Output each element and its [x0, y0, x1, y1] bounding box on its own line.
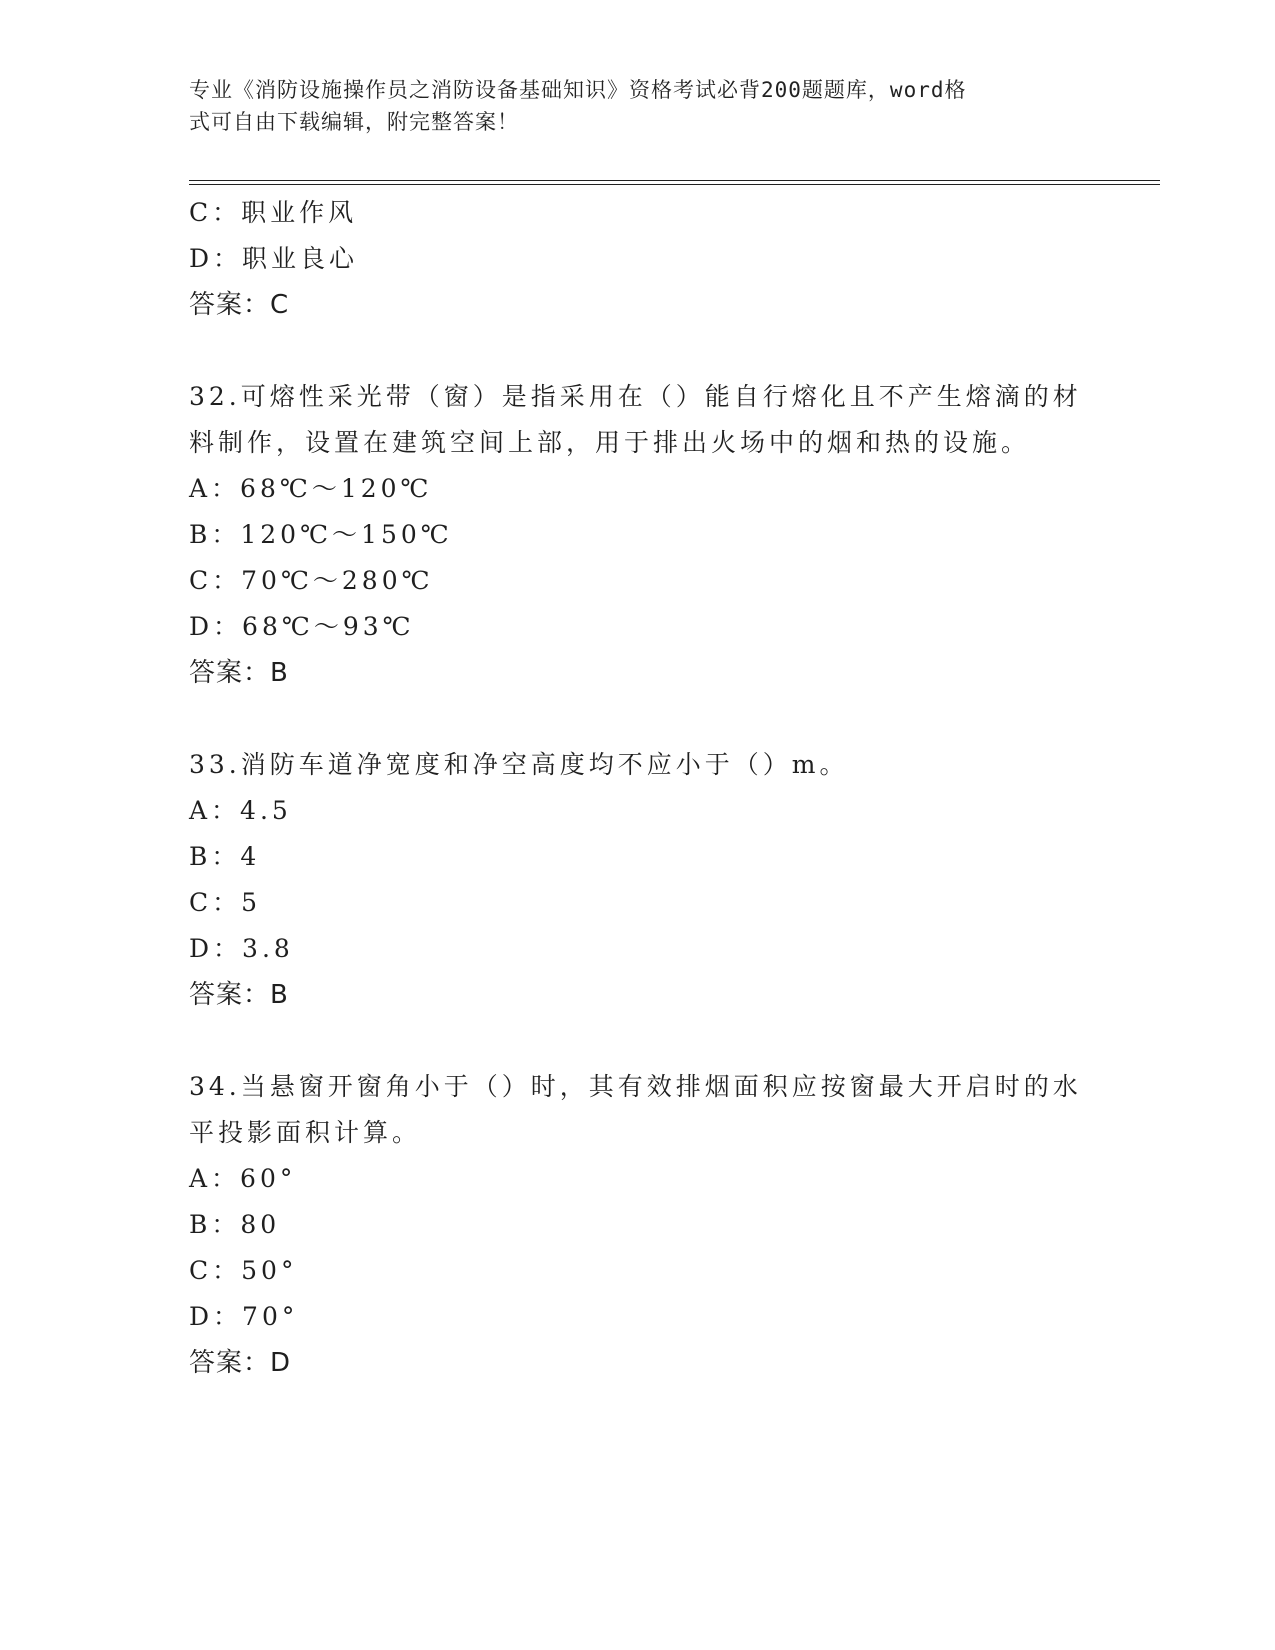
question-text-line-1: 33.消防车道净宽度和净空高度均不应小于（）m。 — [189, 750, 849, 779]
option-d: D：68℃～93℃ — [189, 612, 415, 641]
question-text-line-2: 料制作，设置在建筑空间上部，用于排出火场中的烟和热的设施。 — [189, 428, 1031, 457]
question-text-line-2: 平投影面积计算。 — [189, 1118, 422, 1147]
option-d: D：职业良心 — [189, 244, 359, 273]
answer: 答案：B — [189, 658, 289, 688]
question-text-line-1: 34.当悬窗开窗角小于（）时，其有效排烟面积应按窗最大开启时的水 — [189, 1072, 1082, 1101]
question-list — [189, 190, 1089, 1386]
header-line-2: 式可自由下载编辑，附完整答案！ — [189, 110, 519, 134]
option-a: A：60° — [189, 1164, 297, 1193]
option-a: A：68℃～120℃ — [189, 474, 433, 503]
spacer — [189, 1018, 1089, 1064]
spacer — [189, 696, 1089, 742]
question-34 — [189, 1064, 1089, 1386]
question-33 — [189, 742, 1089, 1018]
option-b: B：4 — [189, 842, 261, 871]
option-b: B：80 — [189, 1210, 281, 1239]
header-rule-bottom — [189, 184, 1160, 185]
answer: 答案：D — [189, 1348, 292, 1378]
spacer — [189, 328, 1089, 374]
question-text-line-1: 32.可熔性采光带（窗）是指采用在（）能自行熔化且不产生熔滴的材 — [189, 382, 1082, 411]
header-line-1: 专业《消防设施操作员之消防设备基础知识》资格考试必背200题题库，word格 — [189, 78, 967, 102]
option-d: D：70° — [189, 1302, 299, 1331]
option-b: B：120℃～150℃ — [189, 520, 453, 549]
option-d: D：3.8 — [189, 934, 294, 963]
option-a: A：4.5 — [189, 796, 292, 825]
answer: 答案：B — [189, 980, 289, 1010]
page-header — [189, 74, 1079, 138]
option-c: C：70℃～280℃ — [189, 566, 434, 595]
answer: 答案：C — [189, 290, 290, 320]
option-c: C：5 — [189, 888, 262, 917]
question-31 — [189, 190, 1089, 328]
question-32 — [189, 374, 1089, 696]
option-c: C：职业作风 — [189, 198, 358, 227]
option-c: C：50° — [189, 1256, 298, 1285]
header-rule-top — [189, 180, 1160, 181]
